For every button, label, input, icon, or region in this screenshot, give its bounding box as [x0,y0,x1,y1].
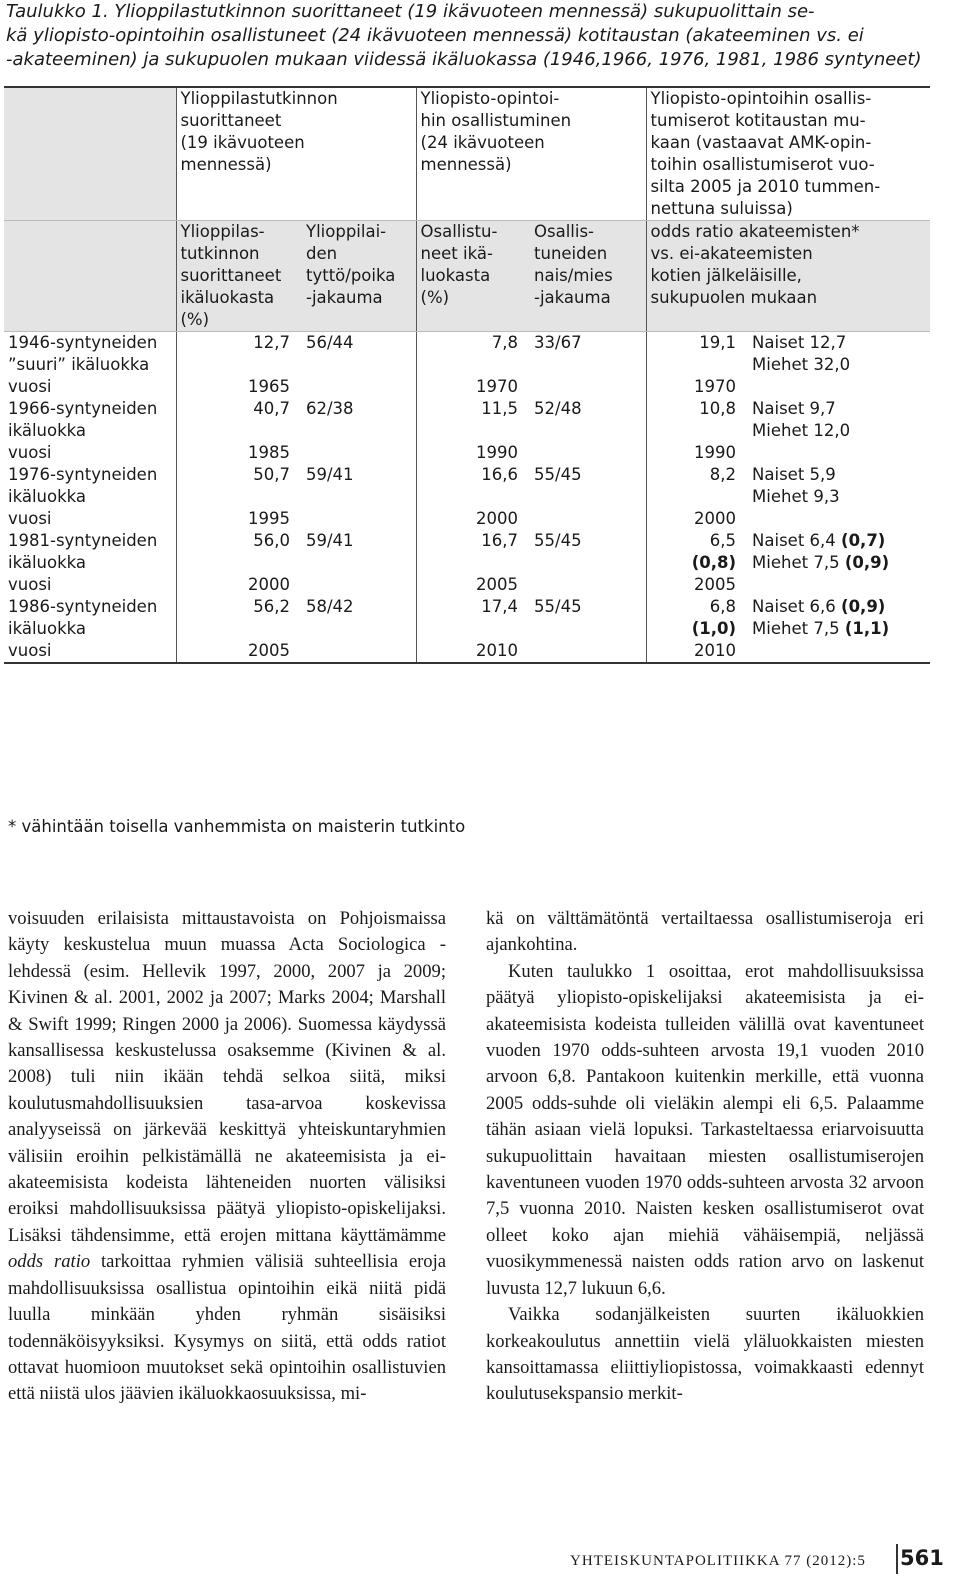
odds-ratio-cell [646,332,748,377]
year-spacer-1 [302,442,416,464]
right-paragraph-3: Vaikka sodanjälkeisten suurten ikäluokkien korkeakoulutus annettiin vielä yläluokkaisten miesten kansoittamassa eliittiyliopistossa, voimakkaasti edennyt koulutusekspansio merkit- [486,1304,924,1405]
odds-ratio-value: 6,8 [709,597,737,616]
year-yo: 1985 [176,442,302,464]
year-label: vuosi [8,509,52,528]
page-number: 561 [900,1546,944,1570]
year-spacer-1 [302,508,416,530]
gender-odds-cell [748,596,930,640]
part-pct-cell: 7,8 [416,332,530,377]
year-spacer-3 [748,574,930,596]
year-spacer-2 [530,508,646,530]
odds-ratio-value: 19,1 [699,333,737,352]
women-odds: Naiset 6,6 [752,597,836,616]
part-dist-cell: 52/48 [534,399,582,418]
cohort-label: 1976-syntyneiden ikäluokka [8,465,158,506]
year-participation: 2010 [416,640,530,663]
table-footnote: * vähintään toisella vanhemmista on maisterin tutkinto [8,817,466,836]
gender-odds-cell [748,530,930,574]
table-row [4,596,930,640]
body-column-right [486,906,924,1408]
odds-ratio-cell [646,464,748,508]
gender-odds-cell [748,464,930,508]
yo-dist-cell: 62/38 [306,399,354,418]
year-odds: 2010 [646,640,748,663]
table-caption: Taulukko 1. Ylioppilastutkinnon suorittaneet (19 ikävuoteen mennessä) sukupuolittain se- kä yliopisto-opintoihin osallistuneet (24 ikävuoteen mennessä) kotitaustan (akateeminen vs. ei -akateeminen) ja sukupuolen mukaan viidessä ikäluokassa (1946,1966, 1976, 1981, 1986 syntyneet) [6,1,922,70]
year-spacer-3 [748,376,930,398]
yo-pct-cell: 12,7 [176,332,302,377]
men-odds: Miehet 32,0 [752,355,851,374]
table-body [4,332,930,664]
year-row [4,442,930,464]
year-participation: 1990 [416,442,530,464]
cohort-label: 1946-syntyneiden ”suuri” ikäluokka [8,333,158,374]
part-dist-cell: 55/45 [534,531,582,550]
part-dist-cell: 33/67 [534,333,582,352]
yo-dist-cell: 59/41 [306,531,354,550]
cohort-label: 1966-syntyneiden ikäluokka [8,399,158,440]
header-yo-group: Ylioppilastutkinnon suorittaneet (19 ikävuoteen mennessä) [176,87,416,221]
yo-pct-cell: 40,7 [176,398,302,442]
men-odds: Miehet 9,3 [752,487,840,506]
year-participation: 2005 [416,574,530,596]
odds-ratio-cell [646,398,748,442]
men-odds: Miehet 7,5 [752,619,840,638]
header-yo-pct: Ylioppilas- tutkinnon suorittaneet ikäluokasta (%) [176,221,302,332]
yo-dist-cell: 59/41 [306,465,354,484]
year-odds: 1990 [646,442,748,464]
women-odds: Naiset 9,7 [752,399,836,418]
women-odds: Naiset 12,7 [752,333,847,352]
year-yo: 1965 [176,376,302,398]
part-pct-cell: 16,6 [416,464,530,508]
odds-ratio-value: 8,2 [709,465,737,484]
year-label: vuosi [8,443,52,462]
year-yo: 2005 [176,640,302,663]
year-odds: 2000 [646,508,748,530]
part-pct-cell: 11,5 [416,398,530,442]
women-odds-amk: (0,9) [841,597,886,616]
year-spacer-1 [302,574,416,596]
cohort-label: 1986-syntyneiden ikäluokka [8,597,158,638]
odds-ratio-value: 6,5 [709,531,737,550]
year-label: vuosi [8,641,52,660]
year-yo: 2000 [176,574,302,596]
header-row-1 [4,87,930,221]
year-spacer-3 [748,442,930,464]
odds-ratio-cell [646,596,748,640]
year-row [4,376,930,398]
year-spacer-1 [302,376,416,398]
yo-dist-cell: 56/44 [306,333,354,352]
table-row [4,464,930,508]
header-odds-ratio: odds ratio akateemisten* vs. ei-akateemisten kotien jälkeläisille, sukupuolen mukaan [646,221,930,332]
header-yo-dist: Ylioppilai- den tyttö/poika -jakauma [302,221,416,332]
table-row [4,332,930,377]
left-text-emphasis: odds ratio [8,1251,91,1273]
year-odds: 2005 [646,574,748,596]
gender-odds-cell [748,398,930,442]
part-pct-cell: 17,4 [416,596,530,640]
year-row [4,640,930,663]
women-odds: Naiset 5,9 [752,465,836,484]
odds-ratio-value: 10,8 [699,399,737,418]
year-spacer-2 [530,376,646,398]
header-row-2 [4,221,930,332]
year-spacer-3 [748,640,930,663]
year-label: vuosi [8,377,52,396]
year-spacer-1 [302,640,416,663]
yo-pct-cell: 50,7 [176,464,302,508]
men-odds: Miehet 7,5 [752,553,840,572]
year-label: vuosi [8,575,52,594]
right-paragraph-1: kä on välttämätöntä vertailtaessa osallistumiseroja eri ajankohtina. [486,908,924,956]
part-pct-cell: 16,7 [416,530,530,574]
table-row [4,398,930,442]
yo-dist-cell: 58/42 [306,597,354,616]
year-spacer-2 [530,640,646,663]
part-dist-cell: 55/45 [534,597,582,616]
odds-ratio-cell [646,530,748,574]
year-yo: 1995 [176,508,302,530]
women-odds: Naiset 6,4 [752,531,836,550]
data-table [4,86,930,664]
header-corner [4,87,176,221]
men-odds: Miehet 12,0 [752,421,851,440]
year-spacer-3 [748,508,930,530]
year-participation: 1970 [416,376,530,398]
left-text-b: tarkoittaa ryhmien välisiä suhteellisia eroja mahdollisuuksissa osallistua opintoihin eikä niitä pidä luulla minkään yhden ryhmän sisäisiksi todennäköisyyksiksi. Kysymys on siitä, että odds ratiot ottavat huomioon muutokset sekä opintoihin osallistuvien että niistä ulos jäävien ikäluokkaosuuksissa, mi- [8,1251,447,1405]
header-odds-group: Yliopisto-opintoihin osallis- tumiserot kotitaustan mu- kaan (vastaavat AMK-opin- toihin osallistumiserot vuo- silta 2005 ja 2010 tummen- nettuna suluissa) [646,87,930,221]
page-number-divider [896,1544,898,1574]
yo-pct-cell: 56,0 [176,530,302,574]
year-row [4,508,930,530]
men-odds-amk: (0,9) [844,553,890,572]
header-participation-group: Yliopisto-opintoi- hin osallistuminen (24 ikävuoteen mennessä) [416,87,646,221]
table-row [4,530,930,574]
left-text-a: voisuuden erilaisista mittaustavoista on Pohjoismaissa käyty keskustelua muun muassa Acta Sociologica -lehdessä (esim. Hellevik 1997, 2000, 2007 ja 2009; Kivinen & al. 2001, 2002 ja 2007; Marks 2004; Marshall & Swift 1999; Ringen 2000 ja 2006). Suomessa käydyssä kansallisessa keskustelussa osaksemme (Kivinen & al. 2008) tuli niin ikään tehdä selkoa siitä, miksi koulutusmahdollisuuksien tasa-arvoa koskevissa analyyseissä on järkevää keskittyä yhteiskuntaryhmien välisiin eroihin pelkistämällä ne akateemisista ja ei-akateemisista kodeista lähteneiden nuorten välisiksi eroiksi mahdollisuuksissa päätyä yliopisto-opiskelijaksi. Lisäksi tähdensimme, että erojen mittana käyttämämme [8,908,446,1246]
right-paragraph-2: Kuten taulukko 1 osoittaa, erot mahdollisuuksissa päätyä yliopisto-opiskelijaksi akateemisista ja ei-akateemisista kodeista tulleiden välillä ovat kaventuneet vuoden 1970 odds-suhteen arvosta 19,1 vuoden 2010 arvoon 6,8. Pantakoon kuitenkin merkille, että vuonna 2005 odds-suhde oli vieläkin alempi eli 6,5. Palaamme tähän asiaan vielä lopuksi. Tarkasteltaessa eriarvoisuutta sukupuolittain havaitaan miesten osallistumiserojen kaventuneen vuoden 1970 odds-suhteen arvosta 32 arvoon 7,5 vuonna 2010. Naisten kesken osallistumiserot ovat olleet koko ajan miehiä vähäisempiä, neljässä vuosikymmenessä naisten odds ration arvo on laskenut luvusta 12,7 lukuun 6,6. [486,960,924,1299]
year-row [4,574,930,596]
part-dist-cell: 55/45 [534,465,582,484]
header-corner-2 [4,221,176,332]
year-spacer-2 [530,574,646,596]
odds-ratio-amk-value: (0,8) [691,553,737,572]
women-odds-amk: (0,7) [841,531,886,550]
journal-footer: YHTEISKUNTAPOLITIIKKA 77 (2012):5 [570,1553,866,1569]
year-odds: 1970 [646,376,748,398]
yo-pct-cell: 56,2 [176,596,302,640]
men-odds-amk: (1,1) [844,619,890,638]
header-part-dist: Osallis- tuneiden nais/mies -jakauma [530,221,646,332]
cohort-label: 1981-syntyneiden ikäluokka [8,531,158,572]
header-part-pct: Osallistu- neet ikä- luokasta (%) [416,221,530,332]
year-spacer-2 [530,442,646,464]
year-participation: 2000 [416,508,530,530]
odds-ratio-amk-value: (1,0) [691,619,737,638]
gender-odds-cell [748,332,930,377]
left-paragraph [8,906,446,1408]
body-column-left [8,906,446,1408]
